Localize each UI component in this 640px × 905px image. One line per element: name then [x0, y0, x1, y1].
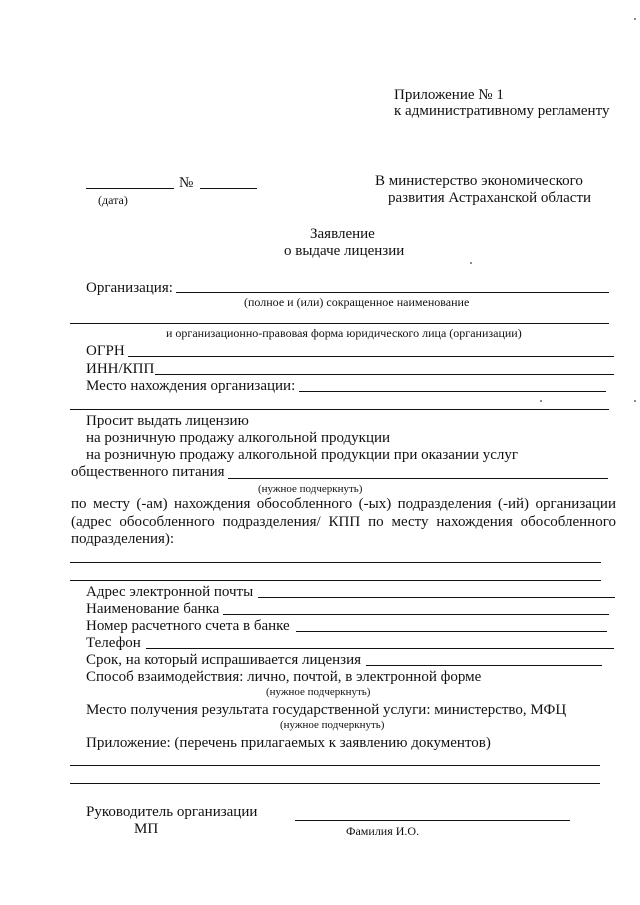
email-label: Адрес электронной почты: [86, 584, 254, 600]
account-label: Номер расчетного счета в банке: [86, 618, 290, 634]
inn-kpp-label: ИНН/КПП: [86, 361, 155, 377]
name-caption: Фамилия И.О.: [346, 824, 420, 838]
organization-label: Организация:: [86, 280, 173, 296]
ogrn-line: [128, 356, 614, 357]
scan-speck: [634, 400, 636, 402]
location-label: Место нахождения организации:: [86, 378, 296, 394]
attachment-line-1: [70, 765, 600, 766]
organization-hint-1: (полное и (или) сокращенное наименование: [244, 295, 470, 309]
term-label: Срок, на который испрашивается лицензия: [86, 652, 362, 668]
scan-speck: [540, 400, 542, 402]
interaction-label: Способ взаимодействия: лично, почтой, в электронной форме: [86, 669, 482, 685]
ogrn-label: ОГРН: [86, 343, 125, 359]
appendix-number: Приложение № 1: [394, 87, 504, 103]
inn-kpp-line: [155, 374, 614, 375]
document-title: Заявление: [310, 226, 375, 242]
head-label: Руководитель организации: [86, 804, 258, 820]
addressee-line1: В министерство экономического: [375, 173, 583, 189]
attachment-line-2: [70, 783, 600, 784]
number-line: [200, 188, 257, 189]
date-line: [86, 188, 174, 189]
bank-label: Наименование банка: [86, 601, 220, 617]
subdivision-line-1: [70, 562, 601, 563]
request-line-2: на розничную продажу алкогольной продукции: [86, 430, 391, 446]
result-hint: (нужное подчеркнуть): [280, 719, 385, 731]
request-line-1: Просит выдать лицензию: [86, 413, 249, 429]
scan-speck: [470, 262, 472, 264]
signature-line: [295, 820, 570, 821]
addressee-line2: развития Астраханской области: [388, 190, 592, 206]
request-line-3: на розничную продажу алкогольной продукции при оказании услуг: [86, 447, 519, 463]
subdivision-line-2: [70, 580, 601, 581]
phone-line: [146, 648, 614, 649]
organization-line-2: [70, 323, 609, 324]
term-line: [366, 665, 602, 666]
document-subtitle: о выдаче лицензии: [284, 243, 405, 259]
location-line: [299, 391, 606, 392]
organization-hint-2: и организационно-правовая форма юридического лица (организации): [166, 326, 522, 340]
number-sign: №: [179, 175, 194, 191]
interaction-hint: (нужное подчеркнуть): [266, 686, 371, 698]
bank-line: [223, 614, 609, 615]
subdivision-paragraph: по месту (-ам) нахождения обособленного (-ых) подразделения (-ий) организации (адрес обособленного подразделения/ КПП по месту нахождения обособленного подразделения):: [71, 496, 616, 547]
email-line: [258, 597, 615, 598]
result-label: Место получения результата государственной услуги: министерство, МФЦ: [86, 702, 567, 718]
request-line-4: общественного питания: [71, 464, 225, 480]
location-line-2: [70, 409, 609, 410]
stamp-label: МП: [134, 821, 159, 837]
appendix-regulation: к административному регламенту: [394, 103, 610, 119]
attachment-label: Приложение: (перечень прилагаемых к заявлению документов): [86, 735, 491, 751]
organization-line: [176, 292, 609, 293]
scan-speck: [634, 18, 636, 20]
catering-line: [228, 478, 608, 479]
date-caption: (дата): [98, 193, 128, 207]
request-underline-hint: (нужное подчеркнуть): [258, 483, 363, 495]
account-line: [296, 631, 607, 632]
phone-label: Телефон: [86, 635, 141, 651]
